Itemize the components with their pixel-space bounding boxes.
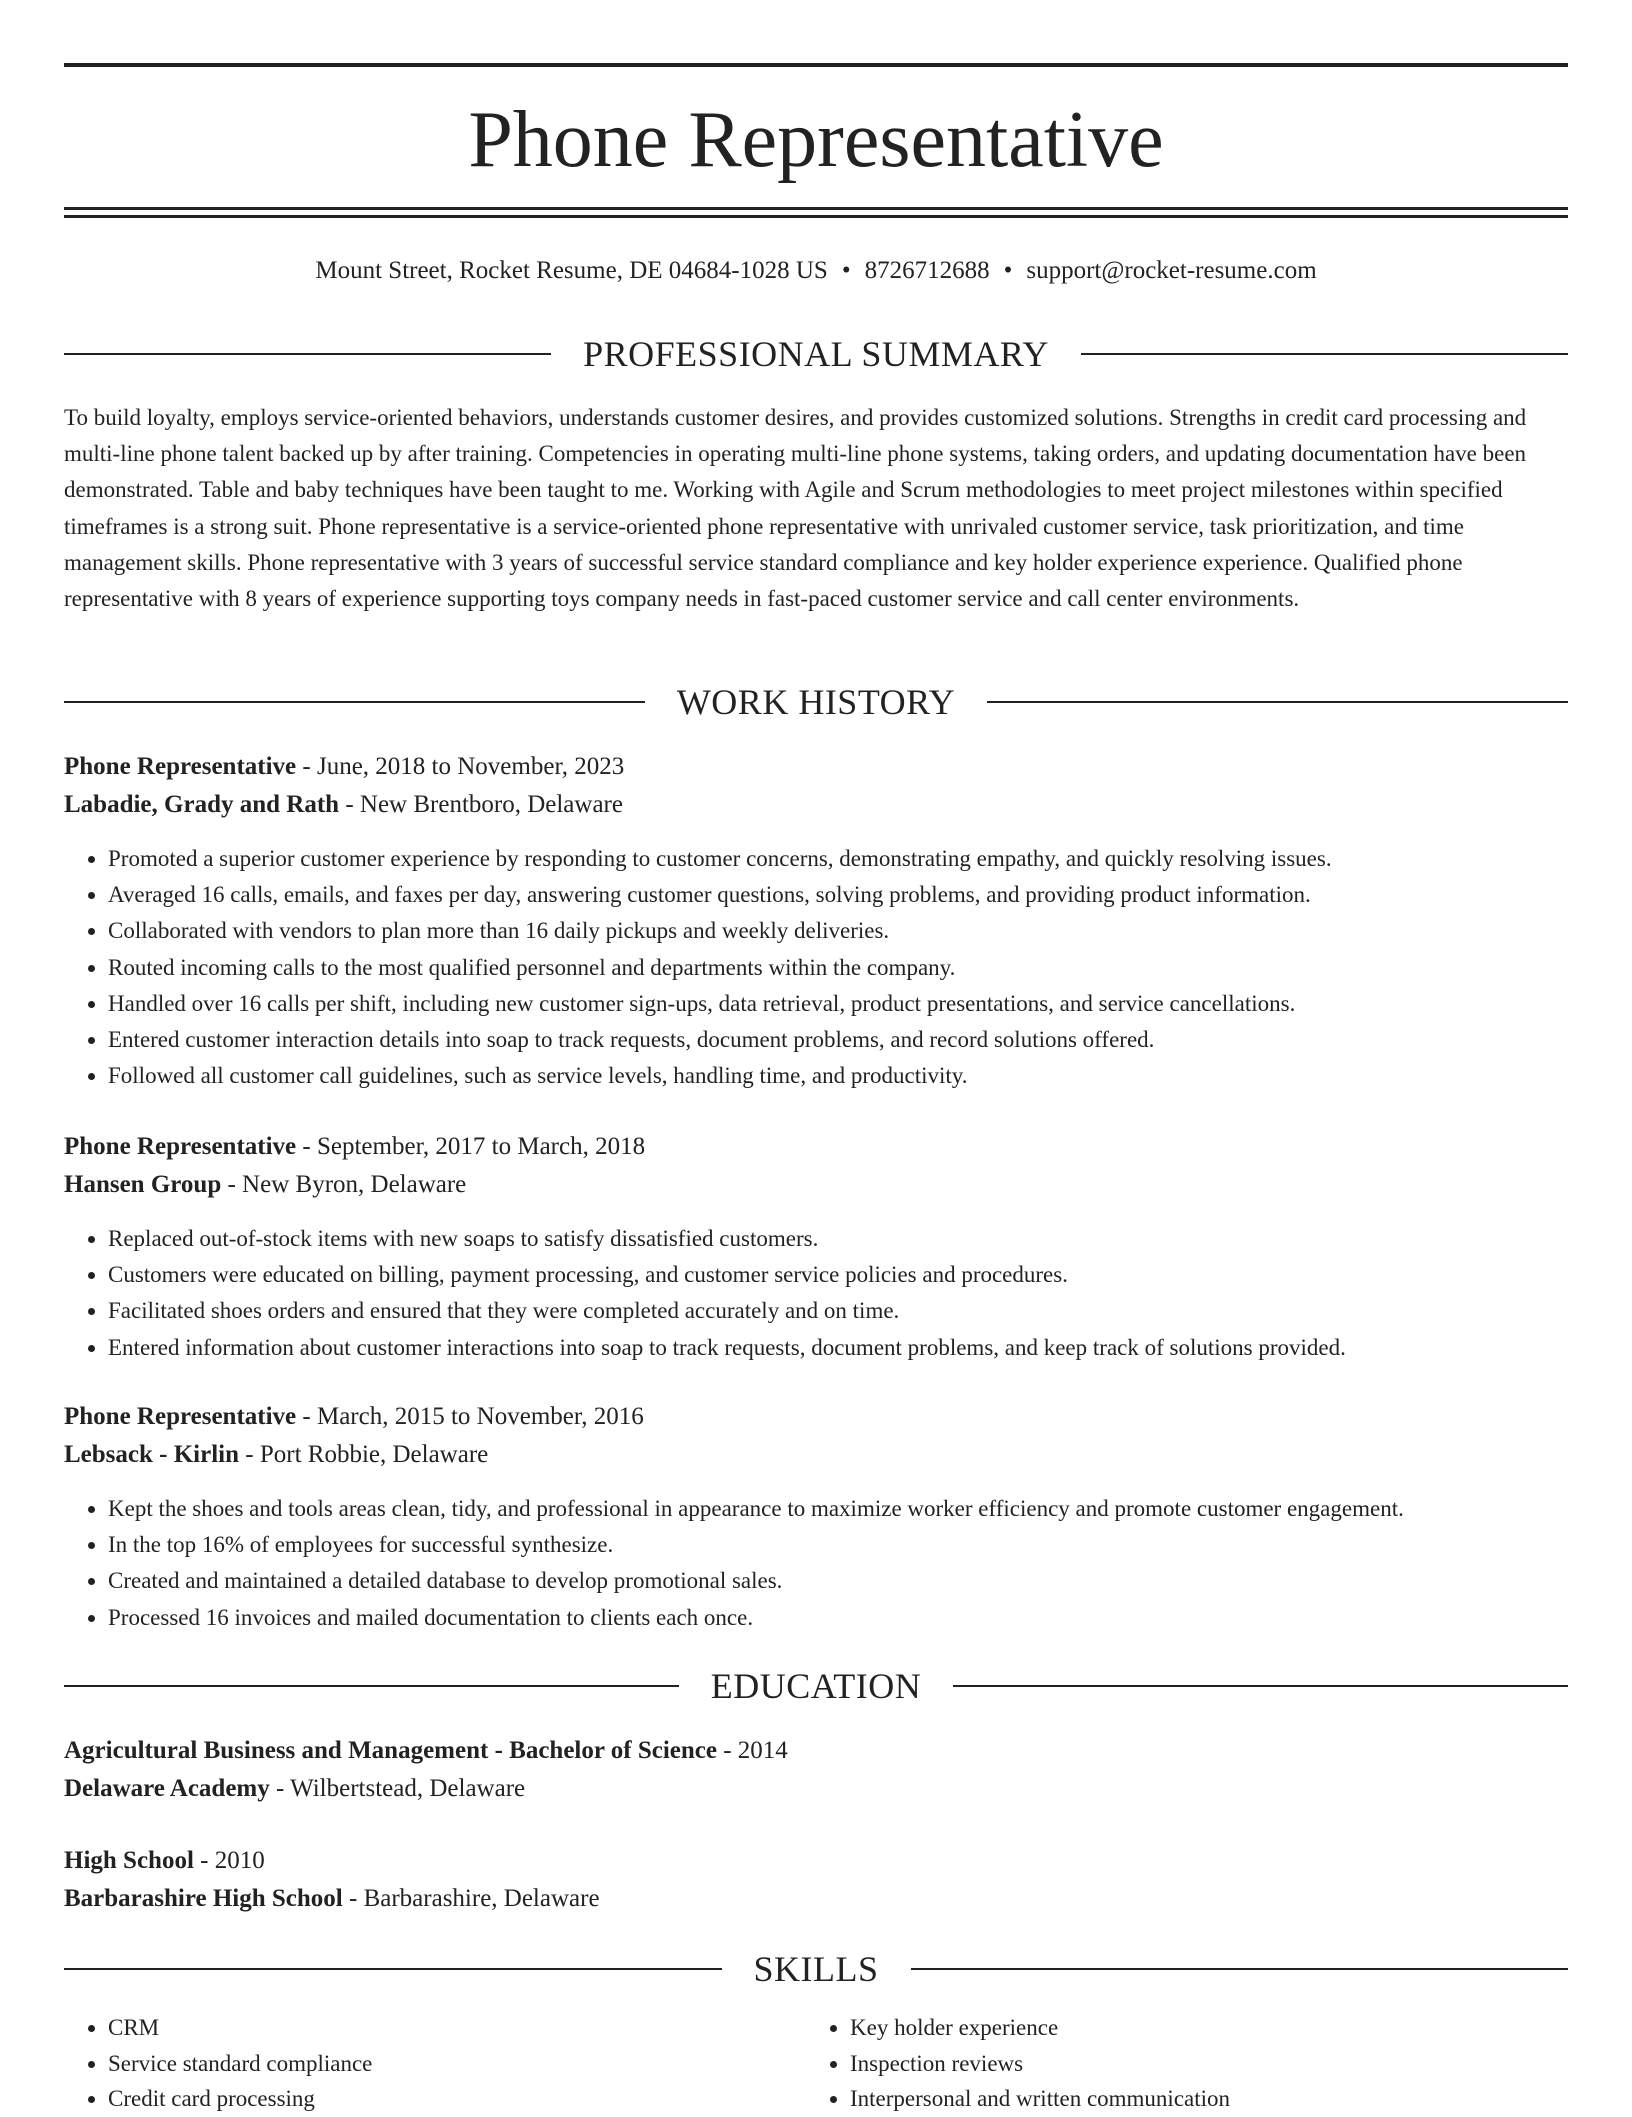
section-title: PROFESSIONAL SUMMARY <box>583 334 1049 374</box>
skills-list <box>806 2010 1230 2117</box>
education-school: Delaware Academy <box>64 1775 270 1802</box>
job-company: Labadie, Grady and Rath <box>64 791 340 818</box>
heading-rule-right <box>1081 353 1568 355</box>
job-company-row <box>64 1436 1568 1474</box>
job-title-row <box>64 1398 1568 1436</box>
contact-separator: • <box>841 257 851 284</box>
skills-list <box>64 2010 372 2117</box>
job-entry <box>64 1398 1568 1474</box>
education-location: - Wilbertstead, Delaware <box>269 1775 526 1802</box>
section-title: SKILLS <box>753 1949 879 1989</box>
skills-column-left <box>64 2010 372 2117</box>
job-entry <box>64 748 1568 824</box>
education-degree: Agricultural Business and Management - Bachelor of Science <box>64 1737 717 1764</box>
list-item: • Replaced out-of-stock items with new soaps to satisfy dissatisfied customers. <box>108 1221 1568 1257</box>
education-location: - Barbarashire, Delaware <box>342 1885 600 1912</box>
section-title: EDUCATION <box>710 1666 922 1706</box>
job-bullets <box>64 1491 1568 1636</box>
heading-rule-left <box>64 1968 722 1970</box>
list-item: • Promoted a superior customer experience by responding to customer concerns, demonstrating empathy, and quickly resolving issues. <box>108 841 1568 877</box>
contact-line <box>64 254 1568 288</box>
job-company-row <box>64 786 1568 824</box>
contact-separator: • <box>1003 257 1013 284</box>
resume-title: Phone Representative <box>468 96 1164 184</box>
job-title: Phone Representative <box>64 1403 297 1430</box>
job-company: Lebsack - Kirlin <box>64 1441 240 1468</box>
skill-item: • CRM <box>108 2010 372 2046</box>
heading-rule-right <box>911 1968 1569 1970</box>
education-school-row <box>64 1880 1568 1918</box>
section-heading-education <box>64 1666 1568 1706</box>
list-item: • Processed 16 invoices and mailed documentation to clients each once. <box>108 1600 1568 1636</box>
job-bullets <box>64 1221 1568 1366</box>
list-item: • Customers were educated on billing, payment processing, and customer service policies and procedures. <box>108 1257 1568 1293</box>
skill-item: • Interpersonal and written communication <box>850 2081 1230 2117</box>
list-item: • Collaborated with vendors to plan more than 16 daily pickups and weekly deliveries. <box>108 913 1568 949</box>
skill-item: • Key holder experience <box>850 2010 1230 2046</box>
list-item: • Created and maintained a detailed database to develop promotional sales. <box>108 1563 1568 1599</box>
job-dates: - September, 2017 to March, 2018 <box>296 1133 646 1160</box>
skills-column-right <box>806 2010 1230 2117</box>
heading-rule-right <box>987 701 1568 703</box>
job-title-row <box>64 1128 1568 1166</box>
job-company-row <box>64 1166 1568 1204</box>
job-title: Phone Representative <box>64 1133 297 1160</box>
list-item: • Entered customer interaction details into soap to track requests, document problems, and record solutions offered. <box>108 1022 1568 1058</box>
list-item: • Routed incoming calls to the most qualified personnel and departments within the company. <box>108 950 1568 986</box>
summary-text: To build loyalty, employs service-oriented behaviors, understands customer desires, and provides customized solutions. Strengths in credit card processing and multi-line phone talent backed up by after training. Competencies in operating multi-line phone systems, taking orders, and updating documentation have been demonstrated. Table and baby techniques have been taught to me. Working with Agile and Scrum methodologies to meet project milestones within specified timeframes is a strong suit. Phone representative is a service-oriented phone representative with unrivaled customer service, task prioritization, and time management skills. Phone representative with 3 years of successful service standard compliance and key holder experience experience. Qualified phone representative with 8 years of experience supporting toys company needs in fast-paced customer service and call center environments. <box>64 405 1527 612</box>
section-heading-summary <box>64 334 1568 374</box>
skill-item: • Credit card processing <box>108 2081 372 2117</box>
job-location: - Port Robbie, Delaware <box>239 1441 489 1468</box>
list-item: • In the top 16% of employees for successful synthesize. <box>108 1527 1568 1563</box>
job-title-row <box>64 748 1568 786</box>
resume-page <box>64 0 1568 2112</box>
header-rule-top <box>64 63 1568 67</box>
list-item: • Handled over 16 calls per shift, including new customer sign-ups, data retrieval, product presentations, and service cancellations. <box>108 986 1568 1022</box>
list-item: • Entered information about customer interactions into soap to track requests, document problems, and keep track of solutions provided. <box>108 1330 1568 1366</box>
list-item: • Averaged 16 calls, emails, and faxes per day, answering customer questions, solving problems, and providing product information. <box>108 877 1568 913</box>
skill-item: • Inspection reviews <box>850 2046 1230 2082</box>
header-rule-bottom-double <box>64 215 1568 218</box>
education-degree-row <box>64 1732 1568 1770</box>
section-heading-work-history <box>64 682 1568 722</box>
heading-rule-right <box>953 1685 1568 1687</box>
job-bullets <box>64 841 1568 1094</box>
education-entry <box>64 1732 1568 1808</box>
header-rule-bottom <box>64 207 1568 210</box>
section-title: WORK HISTORY <box>676 682 956 722</box>
job-location: - New Brentboro, Delaware <box>339 791 623 818</box>
list-item: • Followed all customer call guidelines, such as service levels, handling time, and productivity. <box>108 1058 1568 1094</box>
job-company: Hansen Group <box>64 1171 222 1198</box>
list-item: • Facilitated shoes orders and ensured that they were completed accurately and on time. <box>108 1293 1568 1329</box>
skill-item: • Service standard compliance <box>108 2046 372 2082</box>
job-title: Phone Representative <box>64 753 297 780</box>
heading-rule-left <box>64 701 645 703</box>
section-heading-skills <box>64 1949 1568 1989</box>
education-school: Barbarashire High School <box>64 1885 343 1912</box>
education-entry <box>64 1842 1568 1918</box>
contact-phone: 8726712688 <box>864 257 990 284</box>
education-school-row <box>64 1770 1568 1808</box>
heading-rule-left <box>64 1685 679 1687</box>
job-entry <box>64 1128 1568 1204</box>
job-dates: - June, 2018 to November, 2023 <box>296 753 625 780</box>
education-year: - 2014 <box>716 1737 788 1764</box>
education-year: - 2010 <box>193 1847 265 1874</box>
job-location: - New Byron, Delaware <box>221 1171 467 1198</box>
job-dates: - March, 2015 to November, 2016 <box>296 1403 644 1430</box>
heading-rule-left <box>64 353 551 355</box>
contact-address: Mount Street, Rocket Resume, DE 04684-1028 US <box>315 257 828 284</box>
education-degree-row <box>64 1842 1568 1880</box>
education-degree: High School <box>64 1847 194 1874</box>
contact-email: support@rocket-resume.com <box>1026 257 1317 284</box>
list-item: • Kept the shoes and tools areas clean, tidy, and professional in appearance to maximize worker efficiency and promote customer engagement. <box>108 1491 1568 1527</box>
